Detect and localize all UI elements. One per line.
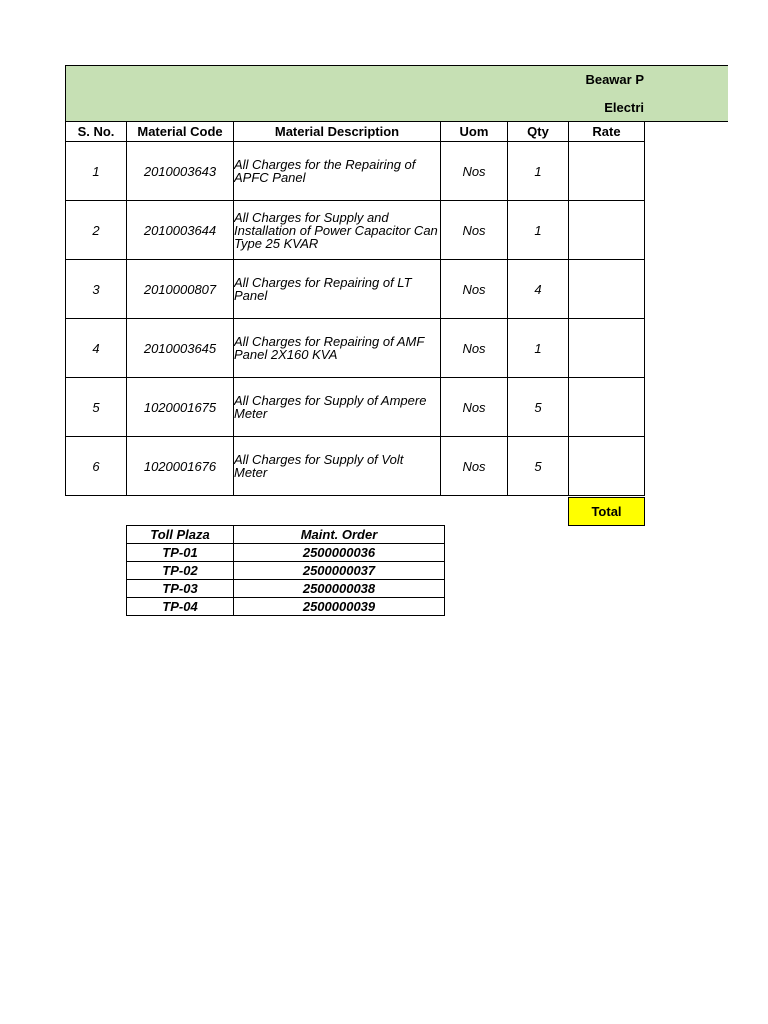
- table-row: [66, 319, 645, 378]
- cell-toll-plaza: TP-03: [127, 580, 234, 598]
- col-header-desc: Material Description: [234, 122, 441, 142]
- cell-toll-plaza: TP-02: [127, 562, 234, 580]
- subtitle-banner: [65, 93, 728, 122]
- cell-rate: [569, 142, 645, 201]
- cell-rate: [569, 319, 645, 378]
- col-header-sno: S. No.: [66, 122, 127, 142]
- cell-qty: 1: [508, 142, 569, 201]
- cell-desc: All Charges for the Repairing of APFC Panel: [234, 142, 441, 201]
- cell-maint-order: 2500000037: [234, 562, 445, 580]
- table-row: [66, 378, 645, 437]
- cell-rate: [569, 201, 645, 260]
- cell-qty: 1: [508, 319, 569, 378]
- table-row: [127, 580, 445, 598]
- table-row: [66, 142, 645, 201]
- cell-sno: 4: [66, 319, 127, 378]
- table-row: [66, 437, 645, 496]
- subtitle-text: Electri: [604, 99, 644, 115]
- cell-uom: Nos: [441, 142, 508, 201]
- toll-header-row: [127, 526, 445, 544]
- cell-maint-order: 2500000039: [234, 598, 445, 616]
- cell-qty: 4: [508, 260, 569, 319]
- cell-desc: All Charges for Repairing of AMF Panel 2X160 KVA: [234, 319, 441, 378]
- col-header-code: Material Code: [127, 122, 234, 142]
- total-label-cell: Total: [568, 497, 645, 526]
- table-row: [66, 201, 645, 260]
- title-text: Beawar P: [585, 72, 644, 87]
- cell-uom: Nos: [441, 437, 508, 496]
- cell-code: 2010003645: [127, 319, 234, 378]
- cell-maint-order: 2500000036: [234, 544, 445, 562]
- cell-toll-plaza: TP-01: [127, 544, 234, 562]
- table-row: [127, 562, 445, 580]
- cell-maint-order: 2500000038: [234, 580, 445, 598]
- cell-code: 1020001676: [127, 437, 234, 496]
- col-header-qty: Qty: [508, 122, 569, 142]
- cell-rate: [569, 260, 645, 319]
- cell-sno: 3: [66, 260, 127, 319]
- table-row: [66, 260, 645, 319]
- cell-toll-plaza: TP-04: [127, 598, 234, 616]
- col-header-rate: Rate: [569, 122, 645, 142]
- cell-code: 2010003643: [127, 142, 234, 201]
- cell-sno: 1: [66, 142, 127, 201]
- materials-table: [65, 121, 645, 496]
- cell-code: 1020001675: [127, 378, 234, 437]
- cell-desc: All Charges for Supply of Volt Meter: [234, 437, 441, 496]
- cell-qty: 1: [508, 201, 569, 260]
- col-header-maint-order: Maint. Order: [234, 526, 445, 544]
- cell-rate: [569, 378, 645, 437]
- cell-desc: All Charges for Supply of Ampere Meter: [234, 378, 441, 437]
- cell-qty: 5: [508, 437, 569, 496]
- title-banner: [65, 65, 728, 94]
- col-header-uom: Uom: [441, 122, 508, 142]
- table-header-row: [66, 122, 645, 142]
- cell-desc: All Charges for Supply and Installation of Power Capacitor Can Type 25 KVAR: [234, 201, 441, 260]
- toll-plaza-table: [126, 525, 445, 616]
- cell-qty: 5: [508, 378, 569, 437]
- cell-sno: 5: [66, 378, 127, 437]
- cell-rate: [569, 437, 645, 496]
- col-header-toll-plaza: Toll Plaza: [127, 526, 234, 544]
- cell-sno: 6: [66, 437, 127, 496]
- cell-code: 2010000807: [127, 260, 234, 319]
- table-row: [127, 598, 445, 616]
- cell-uom: Nos: [441, 378, 508, 437]
- table-row: [127, 544, 445, 562]
- cell-uom: Nos: [441, 319, 508, 378]
- cell-sno: 2: [66, 201, 127, 260]
- cell-code: 2010003644: [127, 201, 234, 260]
- cell-desc: All Charges for Repairing of LT Panel: [234, 260, 441, 319]
- cell-uom: Nos: [441, 260, 508, 319]
- cell-uom: Nos: [441, 201, 508, 260]
